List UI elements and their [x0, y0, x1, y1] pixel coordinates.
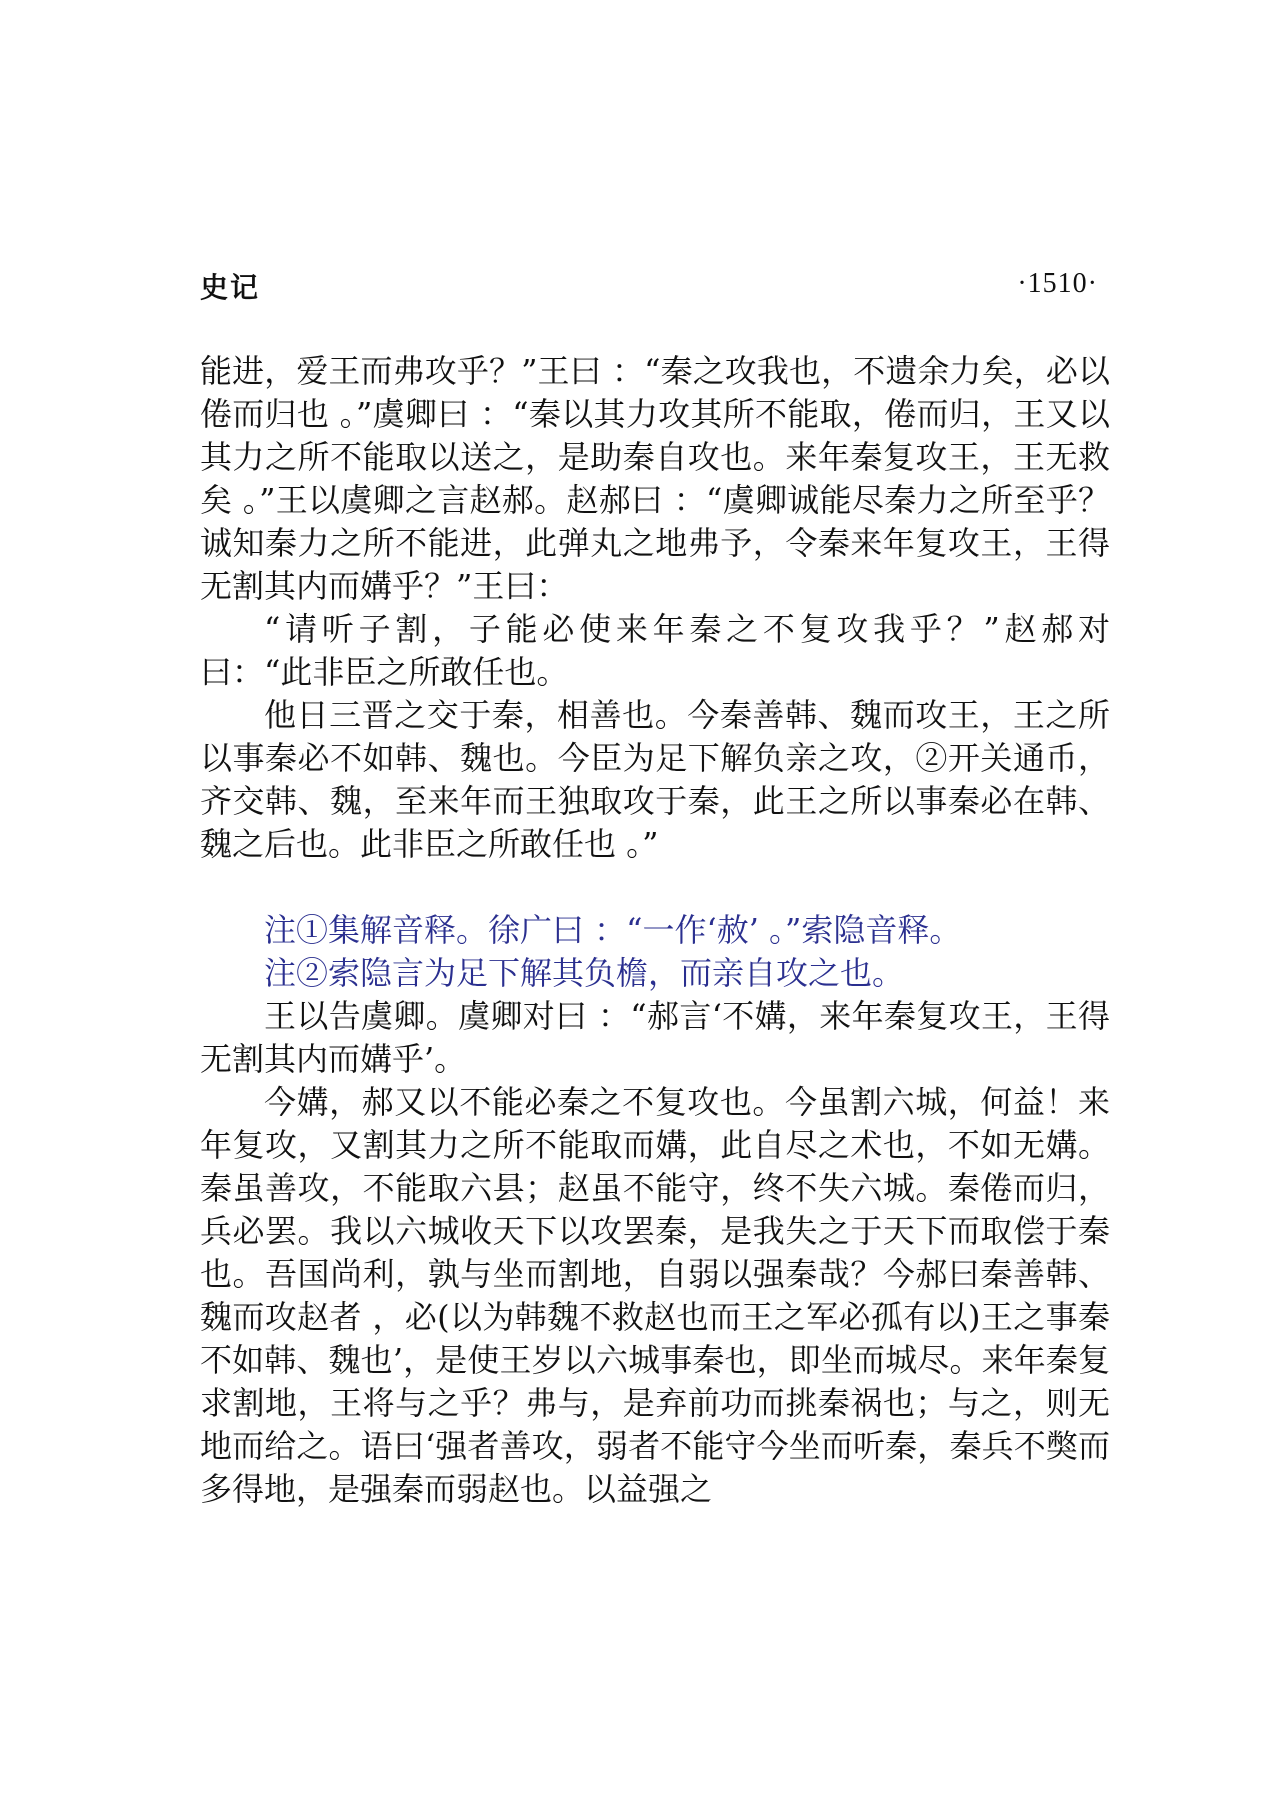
paragraph-5: 今媾，郝又以不能必秦之不复攻也。今虽割六城，何益！来年复攻，又割其力之所不能取而媾，此自尽之术也，不如无媾。秦虽善攻，不能取六县；赵虽不能守，终不失六城。秦倦而归，兵必罢。我以六城收天下以攻罢秦，是我失之于天下而取偿于秦也。吾国尚利，孰与坐而割地，自弱以强秦哉？今郝曰秦善韩、魏而攻赵者 ，必(以为韩魏不救赵也而王之军必孤有以)王之事秦不如韩、魏也’，是使王岁以六城事秦也，即坐而城尽。来年秦复求割地，王将与之乎？弗与，是弃前功而挑秦祸也；与之，则无地而给之。语曰‘强者善攻，弱者不能守今坐而听秦，秦兵不獘而多得地，是强秦而弱赵也。以益强之	[200, 1083, 1110, 1508]
page-number: ·1510·	[1017, 268, 1098, 299]
spacer	[200, 866, 1110, 909]
body-text	[200, 350, 1110, 1511]
paragraph-3: 他日三晋之交于秦，相善也。今秦善韩、魏而攻王，王之所以事秦必不如韩、魏也。今臣为足下解负亲之攻，②开关通币，齐交韩、魏，至来年而王独取攻于秦，此王之所以事秦必在韩、魏之后也。此非臣之所敢任也 。”	[200, 696, 1110, 863]
paragraph-2: “请听子割，子能必使来年秦之不复攻我乎？”赵郝对曰：“此非臣之所敢任也。	[200, 610, 1110, 691]
footnote-2: 注②索隐言为足下解其负檐，而亲自攻之也。	[264, 954, 905, 992]
page-header	[200, 266, 1098, 316]
footnote-1: 注①集解音释。徐广曰 ：“一作‘赦’ 。”索隐音释。	[264, 911, 962, 949]
paragraph-1: 能进，爱王而弗攻乎？”王曰 ：“秦之攻我也，不遗余力矣，必以倦而归也 。”虞卿曰 ：“秦以其力攻其所不能取，倦而归，王又以其力之所不能取以送之，是助秦自攻也。来年秦复攻王，王无救矣 。”王以虞卿之言赵郝。赵郝曰 ：“虞卿诚能尽秦力之所至乎？诚知秦力之所不能进，此弹丸之地弗予，令秦来年复攻王，王得无割其内而媾乎？”王曰：	[200, 352, 1110, 605]
paragraph-4: 王以告虞卿。虞卿对曰 ：“郝言‘不媾，来年秦复攻王，王得无割其内而媾乎’。	[200, 997, 1110, 1078]
book-title: 史记	[200, 271, 261, 304]
